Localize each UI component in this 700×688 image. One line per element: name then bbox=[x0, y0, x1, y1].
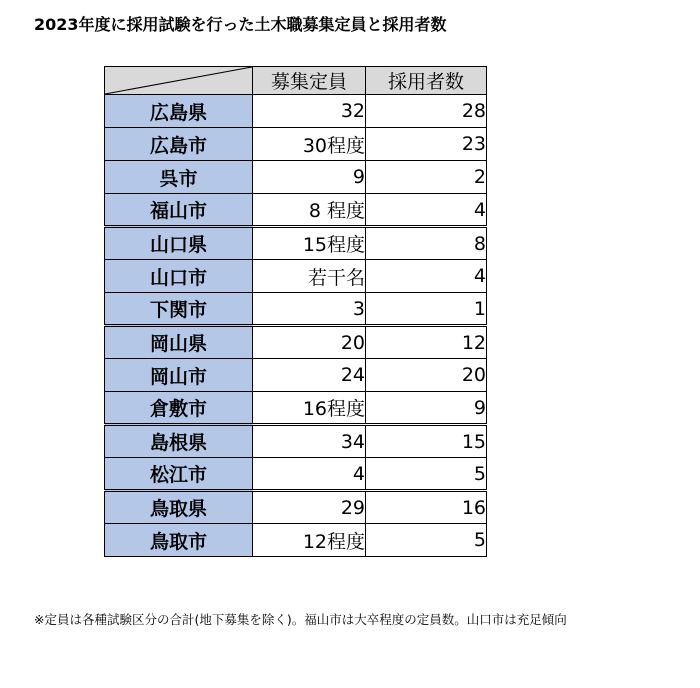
municipality-name: 山口県 bbox=[105, 227, 253, 260]
hired-count: 12 bbox=[366, 326, 487, 359]
table-header-row bbox=[105, 67, 487, 95]
table-row bbox=[105, 359, 487, 392]
page-title: 2023年度に採用試験を行った土木職募集定員と採用者数 bbox=[34, 15, 447, 34]
recruit-count: 9 bbox=[253, 161, 366, 194]
table-row bbox=[105, 392, 487, 425]
recruit-count: 20 bbox=[253, 326, 366, 359]
recruit-count: 24 bbox=[253, 359, 366, 392]
recruit-count: 若干名 bbox=[253, 260, 366, 293]
recruit-count: 32 bbox=[253, 95, 366, 128]
hired-count: 9 bbox=[366, 392, 487, 425]
table-row bbox=[105, 128, 487, 161]
recruit-count: 16程度 bbox=[253, 392, 366, 425]
table-row bbox=[105, 425, 487, 458]
recruit-count: 4 bbox=[253, 458, 366, 491]
municipality-name: 岡山県 bbox=[105, 326, 253, 359]
table-row bbox=[105, 524, 487, 557]
hired-count: 8 bbox=[366, 227, 487, 260]
hired-count: 4 bbox=[366, 260, 487, 293]
hired-count: 5 bbox=[366, 458, 487, 491]
municipality-name: 下関市 bbox=[105, 293, 253, 326]
hired-count: 4 bbox=[366, 194, 487, 227]
municipality-name: 島根県 bbox=[105, 425, 253, 458]
municipality-name: 松江市 bbox=[105, 458, 253, 491]
municipality-name: 広島県 bbox=[105, 95, 253, 128]
municipality-name: 呉市 bbox=[105, 161, 253, 194]
table-row bbox=[105, 491, 487, 524]
table-row bbox=[105, 326, 487, 359]
hired-count: 15 bbox=[366, 425, 487, 458]
recruit-count: 30程度 bbox=[253, 128, 366, 161]
table-row bbox=[105, 194, 487, 227]
corner-cell bbox=[105, 67, 253, 95]
municipality-name: 山口市 bbox=[105, 260, 253, 293]
recruit-count: 29 bbox=[253, 491, 366, 524]
hired-count: 16 bbox=[366, 491, 487, 524]
recruit-count: 12程度 bbox=[253, 524, 366, 557]
hired-count: 20 bbox=[366, 359, 487, 392]
municipality-name: 岡山市 bbox=[105, 359, 253, 392]
municipality-name: 広島市 bbox=[105, 128, 253, 161]
recruit-count: 15程度 bbox=[253, 227, 366, 260]
hired-count: 2 bbox=[366, 161, 487, 194]
municipality-name: 福山市 bbox=[105, 194, 253, 227]
table-row bbox=[105, 458, 487, 491]
table-row bbox=[105, 293, 487, 326]
recruitment-table bbox=[104, 66, 487, 557]
header-recruit: 募集定員 bbox=[253, 67, 366, 95]
table-row bbox=[105, 161, 487, 194]
diagonal-line bbox=[105, 67, 252, 94]
hired-count: 5 bbox=[366, 524, 487, 557]
municipality-name: 鳥取県 bbox=[105, 491, 253, 524]
table-row bbox=[105, 260, 487, 293]
hired-count: 1 bbox=[366, 293, 487, 326]
footnote: ※定員は各種試験区分の合計(地下募集を除く)。福山市は大卒程度の定員数。山口市は充足傾向 bbox=[34, 612, 567, 627]
municipality-name: 倉敷市 bbox=[105, 392, 253, 425]
recruit-count: 3 bbox=[253, 293, 366, 326]
hired-count: 28 bbox=[366, 95, 487, 128]
municipality-name: 鳥取市 bbox=[105, 524, 253, 557]
recruit-count: 8 程度 bbox=[253, 194, 366, 227]
header-hired: 採用者数 bbox=[366, 67, 487, 95]
recruit-count: 34 bbox=[253, 425, 366, 458]
table-row bbox=[105, 95, 487, 128]
hired-count: 23 bbox=[366, 128, 487, 161]
table-row bbox=[105, 227, 487, 260]
